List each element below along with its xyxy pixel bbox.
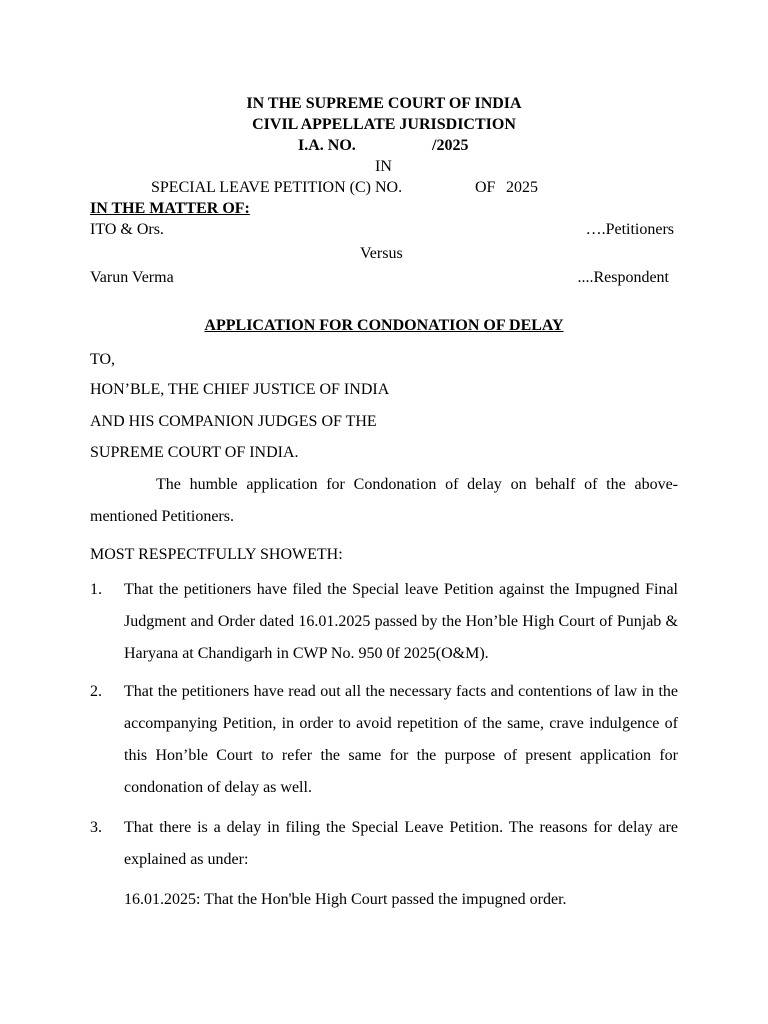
versus: Versus xyxy=(360,245,403,262)
slp-year: 2025 xyxy=(506,179,538,196)
list-item-number: 3. xyxy=(90,819,102,836)
list-item-text: That the petitioners have read out all the necessary facts and contentions of law in the accompanying Petition, in order to avoid repetition of the same, crave indulgence of this Hon’ble Court to refer the same for the purpose of present application for condonation of delay as well. xyxy=(124,683,678,796)
intro-paragraph: The humble application for Condonation of delay on behalf of the above-mentioned Petitioners. xyxy=(90,476,678,525)
jurisdiction: CIVIL APPELLATE JURISDICTION xyxy=(252,116,516,133)
ia-number-label: I.A. NO. xyxy=(298,137,356,154)
list-item-2 xyxy=(90,676,678,804)
petitioner-role: ….Petitioners xyxy=(585,221,674,238)
in-word: IN xyxy=(375,158,392,175)
list-item-1 xyxy=(90,574,678,670)
slp-of: OF xyxy=(475,179,496,196)
respondent-name: Varun Verma xyxy=(90,269,174,286)
showeth-heading: MOST RESPECTFULLY SHOWETH: xyxy=(90,546,343,563)
slp-label: SPECIAL LEAVE PETITION (C) NO. xyxy=(151,179,403,196)
court-name: IN THE SUPREME COURT OF INDIA xyxy=(246,95,522,112)
petitioner-name: ITO & Ors. xyxy=(90,221,164,238)
address-line-3: SUPREME COURT OF INDIA. xyxy=(90,444,299,461)
event-date: 16.01.2025: xyxy=(124,891,201,908)
address-line-1: HON’BLE, THE CHIEF JUSTICE OF INDIA xyxy=(90,381,390,398)
list-item-number: 1. xyxy=(90,581,102,598)
application-title: APPLICATION FOR CONDONATION OF DELAY xyxy=(204,317,564,334)
matter-heading: IN THE MATTER OF: xyxy=(90,200,250,217)
list-item-text: That the petitioners have filed the Special leave Petition against the Impugned Final Judgment and Order dated 16.01.2025 passed by the Hon’ble High Court of Punjab & Haryana at Chandigarh in CWP No. 950 0f 2025(O&M). xyxy=(124,581,678,662)
ia-number-year: /2025 xyxy=(432,137,469,154)
address-line-2: AND HIS COMPANION JUDGES OF THE xyxy=(90,413,377,430)
list-item-number: 2. xyxy=(90,683,102,700)
event-line xyxy=(124,890,567,910)
address-to: TO, xyxy=(90,351,116,368)
event-text: That the Hon'ble High Court passed the impugned order. xyxy=(204,891,567,908)
list-item-3 xyxy=(90,812,678,876)
respondent-role: ....Respondent xyxy=(577,269,669,286)
list-item-text: That there is a delay in filing the Special Leave Petition. The reasons for delay are explained as under: xyxy=(124,819,678,868)
